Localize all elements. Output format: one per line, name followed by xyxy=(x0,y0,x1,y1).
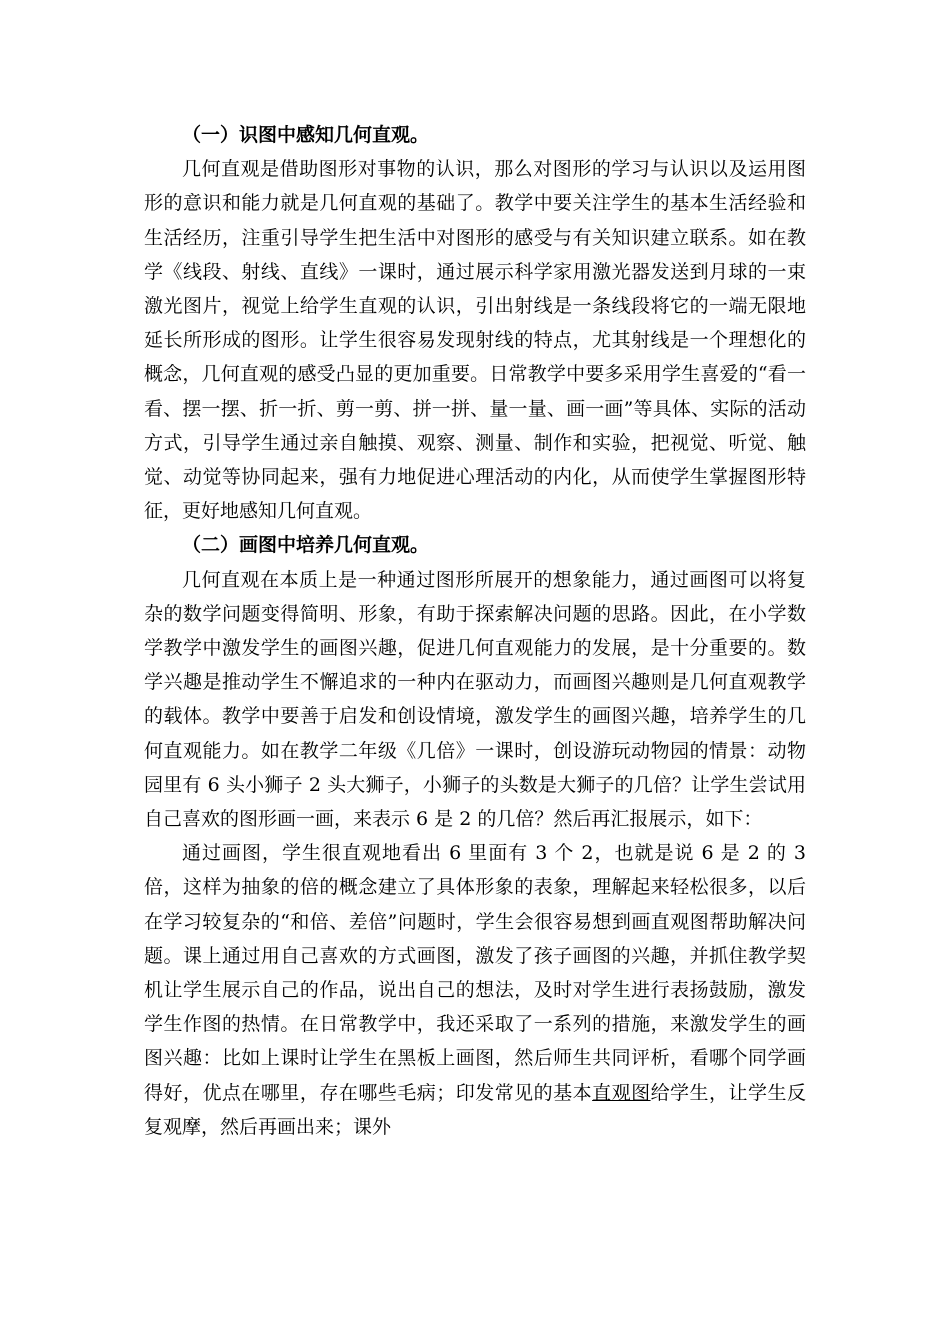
paragraph-2: 几何直观在本质上是一种通过图形所展开的想象能力，通过画图可以将复杂的数学问题变得简明、形象，有助于探索解决问题的思路。因此，在小学数学教学中激发学生的画图兴趣，促进几何直观能力的发展，是十分重要的。数学兴趣是推动学生不懈追求的一种内在驱动力，而画图兴趣则是几何直观教学的载体。教学中要善于启发和创设情境，激发学生的画图兴趣，培养学生的几何直观能力。如在教学二年级《几倍》一课时，创设游玩动物园的情景：动物园里有 6 头小狮子 2 头大狮子，小狮子的头数是大狮子的几倍？让学生尝试用自己喜欢的图形画一画，来表示 6 是 2 的几倍？然后再汇报展示，如下： xyxy=(144,568,806,831)
paragraph-3-text-end: 给学生，让学生反复观摩，然后再画出来；课外 xyxy=(144,1081,806,1138)
underlined-term: 直观图 xyxy=(592,1081,651,1104)
document-body xyxy=(144,118,806,1144)
paragraph-1: 几何直观是借助图形对事物的认识，那么对图形的学习与认识以及运用图形的意识和能力就是几何直观的基础了。教学中要关注学生的基本生活经验和生活经历，注重引导学生把生活中对图形的感受与有关知识建立联系。如在教学《线段、射线、直线》一课时，通过展示科学家用激光器发送到月球的一束激光图片，视觉上给学生直观的认识，引出射线是一条线段将它的一端无限地延长所形成的图形。让学生很容易发现射线的特点，尤其射线是一个理想化的概念，几何直观的感受凸显的更加重要。日常教学中要多采用学生喜爱的“看一看、摆一摆、折一折、剪一剪、拼一拼、量一量、画一画”等具体、实际的活动方式，引导学生通过亲自触摸、观察、测量、制作和实验，把视觉、听觉、触觉、动觉等协同起来，强有力地促进心理活动的内化，从而使学生掌握图形特征，更好地感知几何直观。 xyxy=(144,158,806,523)
section-heading-1: （一）识图中感知几何直观。 xyxy=(182,124,430,146)
section-heading-2: （二）画图中培养几何直观。 xyxy=(182,534,430,557)
paragraph-3-text-start: 通过画图，学生很直观地看出 6 里面有 3 个 2，也就是说 6 是 2 的 3 倍，这样为抽象的倍的概念建立了具体形象的表象，理解起来轻松很多，以后在学习较复杂的“和倍、差倍”问题时，学生会很容易想到画直观图帮助解决问题。课上通过用自己喜欢的方式画图，激发了孩子画图的兴趣，并抓住教学契机让学生展示自己的作品，说出自己的想法，及时对学生进行表扬鼓励，激发学生作图的热情。在日常教学中，我还采取了一系列的措施，来激发学生的画图兴趣：比如上课时让学生在黑板上画图，然后师生共同评析，看哪个同学画得好，优点在哪里，存在哪些毛病；印发常见的基本 xyxy=(144,842,806,1104)
paragraph-3 xyxy=(144,836,806,1144)
